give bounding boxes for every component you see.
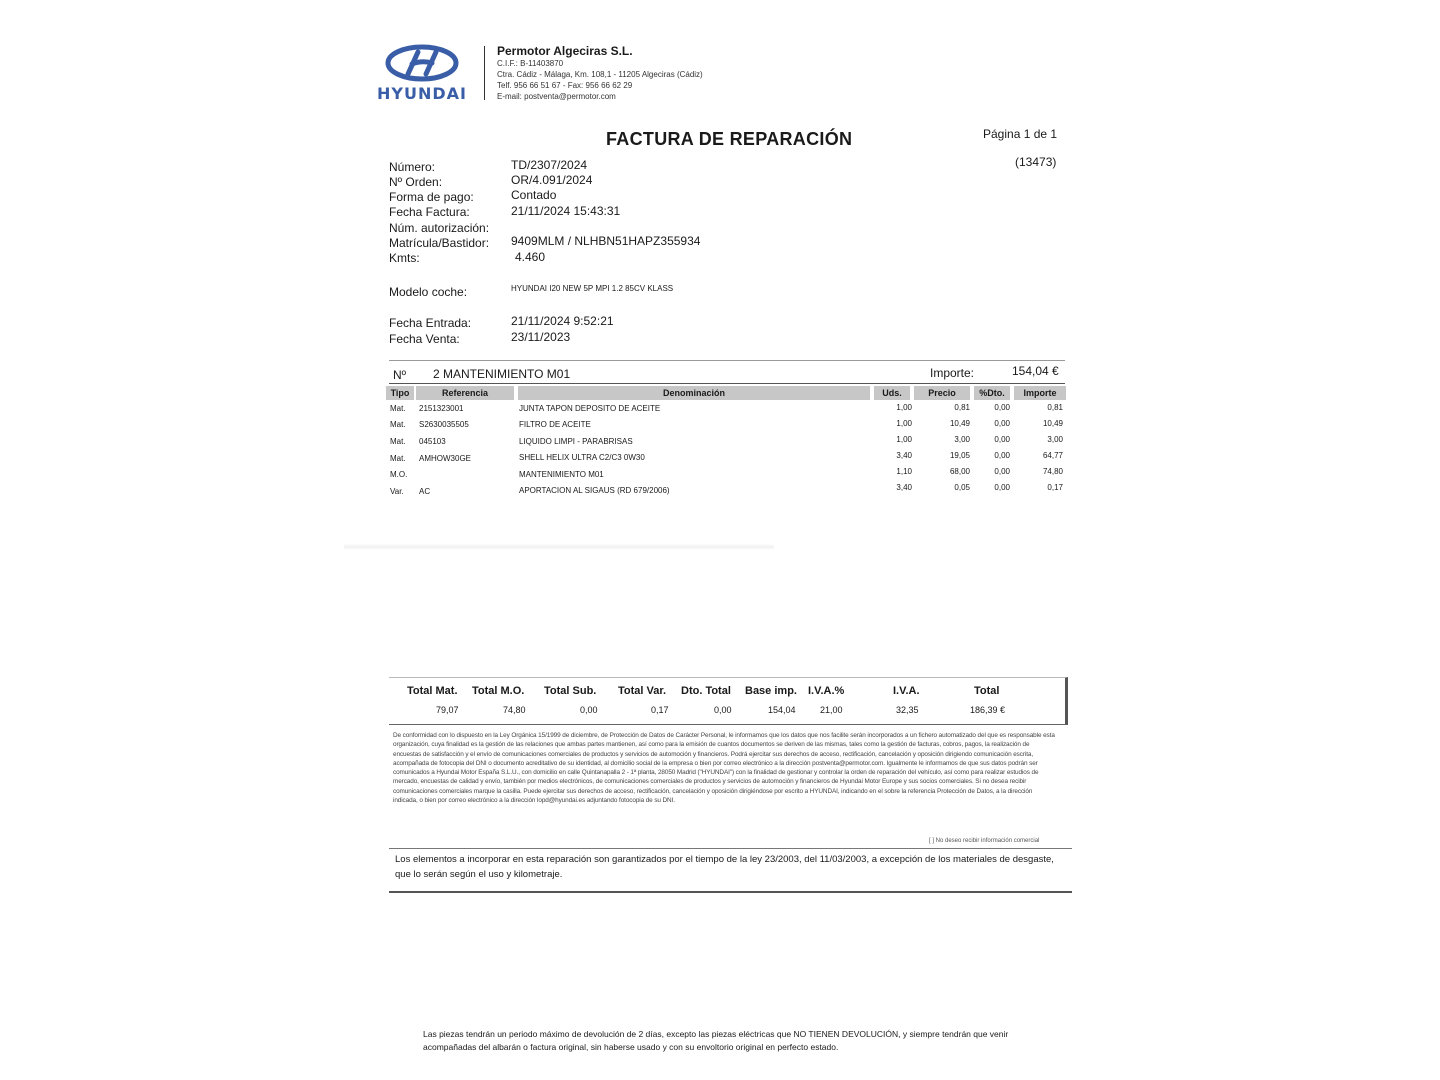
row4-uds: 3,40 bbox=[896, 451, 912, 460]
row6-tipo: Var. bbox=[390, 487, 404, 496]
row6-uds: 3,40 bbox=[896, 483, 912, 492]
section-importe-label: Importe: bbox=[930, 366, 975, 380]
field-value-orden: OR/4.091/2024 bbox=[511, 173, 593, 187]
hyundai-logo bbox=[372, 44, 472, 102]
field-label-numero: Número: bbox=[389, 160, 436, 174]
section-name: 2 MANTENIMIENTO M01 bbox=[433, 367, 571, 381]
row3-importe: 3,00 bbox=[1047, 435, 1063, 444]
row3-denominacion: LIQUIDO LIMPI - PARABRISAS bbox=[519, 437, 633, 446]
row1-dto: 0,00 bbox=[994, 403, 1010, 412]
field-label-kmts: Kmts: bbox=[389, 251, 420, 265]
legal-divider bbox=[389, 848, 1072, 849]
row2-referencia: S2630035505 bbox=[419, 420, 469, 429]
section-number-label: Nº bbox=[393, 368, 407, 382]
legal-notice: De conformidad con lo dispuesto en la Ley Orgánica 15/1999 de diciembre, de Protección de Datos de Carácter Personal, le informamos que los datos que nos facilite serán incorporados a un fichero automatizado del que es responsable esta organización, cuya finalidad es la gestión de las relaciones que ambas partes mantienen, así como para la emisión de cuantos documentos se deriven de las mismas, tales como la gestión de facturas, cobros, pagos, la realización de encuestas de satisfacción y el envío de comunicaciones comerciales de productos y servicios de automoción y financieros. Podrá ejercitar sus derechos de acceso, rectificación, cancelación y oposición dirigiendo comunicación escrita, acompañada de fotocopia del DNI o documento acreditativo de su identidad, al domicilio social de la empresa o bien por correo electrónico a la dirección postventa@permotor.com. Igualmente le informamos de que sus datos podrán ser comunicados a Hyundai Motor España S.L.U., con domicilio en calle Quintanapalla 2 - 1ª planta, 28050 Madrid ("HYUNDAI") con la finalidad de gestionar y controlar la orden de reparación del vehículo, así como para realizar estudios de mercado, encuestas de calidad y envío, también por medios electrónicos, de comunicaciones comerciales de productos y servicios de automoción y financieros de Hyundai Motor Europe y sus socios comerciales. Si no desea recibir comunicaciones comerciales marque la casilla. Puede ejercitar sus derechos de acceso, rectificación, cancelación y oposición dirigiéndose por escrito a HYUNDAI, indicando en el sobre la referencia Protección de Datos, a la dirección indicada, o bien por correo electrónico a la dirección lopd@hyundai.es adjuntando fotocopia de su DNI. bbox=[393, 732, 1055, 805]
field-label-modelo: Modelo coche: bbox=[389, 285, 468, 299]
col-head-importe: Importe bbox=[1014, 386, 1066, 400]
col-head-referencia: Referencia bbox=[416, 386, 514, 400]
row2-uds: 1,00 bbox=[896, 419, 912, 428]
row2-importe: 10,49 bbox=[1042, 419, 1063, 428]
row5-tipo: M.O. bbox=[390, 470, 408, 479]
row2-precio: 10,49 bbox=[949, 419, 970, 428]
totals-head-iva: I.V.A. bbox=[893, 685, 920, 697]
row6-referencia: AC bbox=[419, 487, 431, 496]
header-divider bbox=[484, 46, 485, 100]
row1-importe: 0,81 bbox=[1047, 403, 1063, 412]
company-cif: C.I.F.: B-11403870 bbox=[497, 59, 564, 68]
row1-uds: 1,00 bbox=[896, 403, 912, 412]
row2-tipo: Mat. bbox=[390, 420, 406, 429]
section-top-line bbox=[389, 360, 1065, 361]
field-value-fecha-factura: 21/11/2024 15:43:31 bbox=[511, 204, 621, 218]
scan-artifact bbox=[344, 544, 774, 550]
section-importe-value: 154,04 € bbox=[1012, 364, 1059, 378]
field-value-fecha-entrada: 21/11/2024 9:52:21 bbox=[511, 314, 614, 328]
row5-importe: 74,80 bbox=[1042, 467, 1063, 476]
company-phone: Telf. 956 66 51 67 - Fax: 956 66 62 29 bbox=[497, 81, 633, 90]
totals-value-iva-pct: 21,00 bbox=[820, 705, 843, 715]
company-email: E-mail: postventa@permotor.com bbox=[497, 92, 616, 101]
field-value-kmts: 4.460 bbox=[515, 250, 546, 264]
company-info bbox=[497, 44, 703, 102]
section-bottom-line bbox=[389, 383, 1065, 384]
totals-head-dto: Dto. Total bbox=[681, 685, 731, 697]
totals-value-dto: 0,00 bbox=[714, 705, 732, 715]
row3-referencia: 045103 bbox=[419, 437, 446, 446]
row1-precio: 0,81 bbox=[954, 403, 970, 412]
row4-precio: 19,05 bbox=[949, 451, 970, 460]
row3-dto: 0,00 bbox=[994, 435, 1010, 444]
col-head-tipo: Tipo bbox=[386, 386, 414, 400]
row4-importe: 64,77 bbox=[1042, 451, 1063, 460]
guarantee-notice: Los elementos a incorporar en esta reparación son garantizados por el tiempo de la ley 23/2003, del 11/03/2003, a excepción de los materiales de desgaste, que lo serán según el uso y kilometraje. bbox=[395, 854, 1054, 880]
field-label-forma-pago: Forma de pago: bbox=[389, 190, 474, 204]
row5-denominacion: MANTENIMIENTO M01 bbox=[519, 470, 604, 479]
row6-dto: 0,00 bbox=[994, 483, 1010, 492]
logo-wordmark: HYUNDAI bbox=[377, 84, 467, 103]
totals-value-mat: 79,07 bbox=[436, 705, 459, 715]
totals-value-var: 0,17 bbox=[651, 705, 669, 715]
row5-dto: 0,00 bbox=[994, 467, 1010, 476]
row2-denominacion: FILTRO DE ACEITE bbox=[519, 420, 591, 429]
company-name: Permotor Algeciras S.L. bbox=[497, 44, 633, 58]
field-label-fecha-venta: Fecha Venta: bbox=[389, 332, 460, 346]
row5-precio: 68,00 bbox=[949, 467, 970, 476]
field-label-autorizacion: Núm. autorización: bbox=[389, 221, 490, 235]
field-label-orden: Nº Orden: bbox=[389, 175, 443, 189]
invoice-title: FACTURA DE REPARACIÓN bbox=[606, 129, 853, 149]
totals-head-mat: Total Mat. bbox=[407, 685, 458, 697]
totals-head-sub: Total Sub. bbox=[544, 685, 597, 697]
field-label-matricula: Matrícula/Bastidor: bbox=[389, 236, 490, 250]
row4-tipo: Mat. bbox=[390, 454, 406, 463]
row5-uds: 1,10 bbox=[896, 467, 912, 476]
row4-denominacion: SHELL HELIX ULTRA C2/C3 0W30 bbox=[519, 453, 645, 462]
totals-head-iva-pct: I.V.A.% bbox=[808, 685, 845, 697]
row3-tipo: Mat. bbox=[390, 437, 406, 446]
field-label-fecha-entrada: Fecha Entrada: bbox=[389, 316, 472, 330]
field-value-matricula: 9409MLM / NLHBN51HAPZ355934 bbox=[511, 234, 701, 248]
row1-referencia: 2151323001 bbox=[419, 404, 464, 413]
row6-denominacion: APORTACION AL SIGAUS (RD 679/2006) bbox=[519, 486, 670, 495]
totals-value-base: 154,04 bbox=[768, 705, 796, 715]
field-value-fecha-venta: 23/11/2023 bbox=[511, 330, 571, 344]
totals-value-total: 186,39 € bbox=[970, 705, 1006, 715]
totals-head-mo: Total M.O. bbox=[472, 685, 525, 697]
hyundai-emblem-icon bbox=[372, 44, 472, 84]
field-value-forma-pago: Contado bbox=[511, 188, 557, 202]
row3-uds: 1,00 bbox=[896, 435, 912, 444]
page-indicator: Página 1 de 1 bbox=[983, 127, 1058, 141]
invoice-code: (13473) bbox=[1015, 155, 1057, 169]
col-head-precio: Precio bbox=[914, 386, 970, 400]
totals-head-var: Total Var. bbox=[618, 685, 667, 697]
row1-tipo: Mat. bbox=[390, 404, 406, 413]
legal-checkbox-text: [ ] No deseo recibir información comercial bbox=[929, 838, 1040, 844]
return-policy: Las piezas tendrán un periodo máximo de devolución de 2 días, excepto las piezas eléctricas que NO TIENEN DEVOLUCIÓN, y siempre tendrán que venir acompañadas del albarán o factura original, sin haberse usado y con su envoltorio original en perfecto estado. bbox=[423, 1029, 1009, 1052]
field-label-fecha-factura: Fecha Factura: bbox=[389, 205, 470, 219]
col-head-denominacion: Denominación bbox=[518, 386, 870, 400]
row1-denominacion: JUNTA TAPON DEPOSITO DE ACEITE bbox=[519, 404, 661, 413]
guarantee-divider bbox=[389, 891, 1072, 893]
row6-importe: 0,17 bbox=[1047, 483, 1063, 492]
totals-head-base: Base imp. bbox=[745, 685, 797, 697]
row4-dto: 0,00 bbox=[994, 451, 1010, 460]
totals-value-mo: 74,80 bbox=[503, 705, 526, 715]
company-address: Ctra. Cádiz - Málaga, Km. 108,1 - 11205 Algeciras (Cádiz) bbox=[497, 70, 703, 79]
field-value-numero: TD/2307/2024 bbox=[511, 158, 588, 172]
row6-precio: 0,05 bbox=[954, 483, 970, 492]
totals-value-iva: 32,35 bbox=[896, 705, 919, 715]
row3-precio: 3,00 bbox=[954, 435, 970, 444]
row4-referencia: AMHOW30GE bbox=[419, 454, 472, 463]
col-head-dto: %Dto. bbox=[974, 386, 1010, 400]
row2-dto: 0,00 bbox=[994, 419, 1010, 428]
totals-value-sub: 0,00 bbox=[580, 705, 598, 715]
totals-head-total: Total bbox=[974, 685, 1000, 697]
col-head-uds: Uds. bbox=[874, 386, 910, 400]
field-value-modelo: HYUNDAI I20 NEW 5P MPI 1.2 85CV KLASS bbox=[511, 284, 674, 293]
